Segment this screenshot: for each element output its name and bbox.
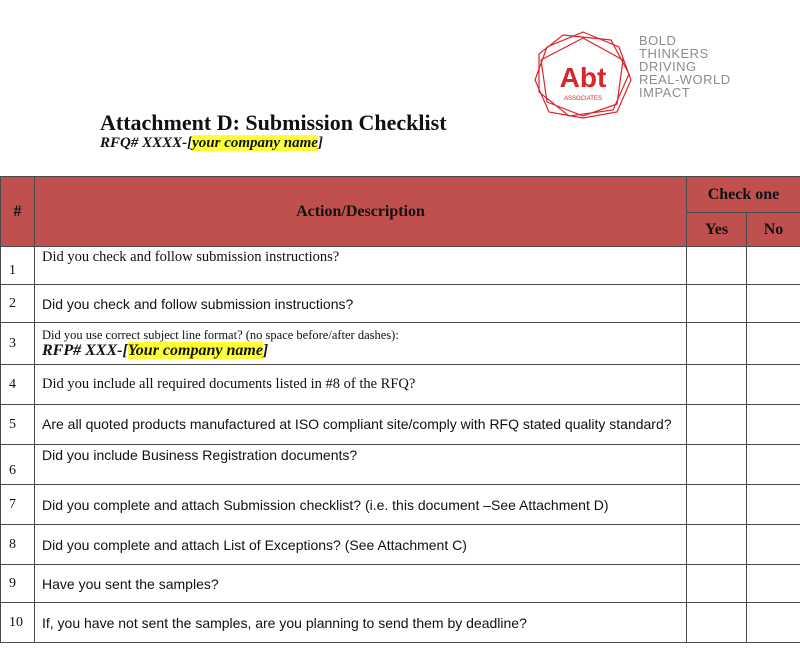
subtitle-prefix: RFQ# XXXX-[	[100, 135, 193, 151]
subtitle-highlight: your company name	[192, 135, 318, 151]
tagline-line: REAL-WORLD	[639, 72, 731, 87]
table-row	[1, 365, 800, 405]
no-checkbox-cell[interactable]	[747, 603, 800, 643]
row-description: If, you have not sent the samples, are you planning to send them by deadline?	[35, 603, 687, 643]
row-description: Did you complete and attach List of Exceptions? (See Attachment C)	[35, 525, 687, 565]
no-checkbox-cell[interactable]	[747, 247, 800, 285]
tagline-line: BOLD	[639, 33, 677, 48]
row-description: Did you include Business Registration documents?	[35, 445, 687, 485]
tagline-line: DRIVING	[639, 59, 697, 74]
no-checkbox-cell[interactable]	[747, 285, 800, 323]
column-header-no: No	[747, 213, 800, 247]
row-number: 8	[1, 525, 35, 565]
abt-logo	[533, 30, 633, 120]
no-checkbox-cell[interactable]	[747, 485, 800, 525]
yes-checkbox-cell[interactable]	[687, 405, 747, 445]
yes-checkbox-cell[interactable]	[687, 445, 747, 485]
row-number: 10	[1, 603, 35, 643]
no-checkbox-cell[interactable]	[747, 565, 800, 603]
table-row	[1, 247, 800, 285]
row-description: Have you sent the samples?	[35, 565, 687, 603]
table-row	[1, 285, 800, 323]
row-number: 6	[1, 445, 35, 485]
column-header-yes: Yes	[687, 213, 747, 247]
logo-tagline	[639, 34, 731, 99]
row-description: Did you include all required documents listed in #8 of the RFQ?	[35, 365, 687, 405]
no-checkbox-cell[interactable]	[747, 445, 800, 485]
table-row	[1, 445, 800, 485]
table-row	[1, 323, 800, 365]
rfp-prefix: RFP# XXX-[	[42, 341, 128, 359]
row-number: 2	[1, 285, 35, 323]
row-number: 4	[1, 365, 35, 405]
column-header-check-one: Check one	[687, 177, 800, 213]
yes-checkbox-cell[interactable]	[687, 365, 747, 405]
table-row	[1, 603, 800, 643]
row-description-text: Did you use correct subject line format? (no space before/after dashes):	[42, 327, 399, 342]
column-header-description: Action/Description	[35, 177, 687, 247]
no-checkbox-cell[interactable]	[747, 365, 800, 405]
row-description: Did you check and follow submission instructions?	[35, 247, 687, 285]
yes-checkbox-cell[interactable]	[687, 247, 747, 285]
no-checkbox-cell[interactable]	[747, 405, 800, 445]
column-header-number: #	[1, 177, 35, 247]
page-subtitle	[100, 135, 323, 152]
logo-wordmark: Abt	[559, 62, 607, 93]
rfp-highlight: Your company name	[127, 341, 263, 359]
page-title: Attachment D: Submission Checklist	[100, 110, 447, 135]
yes-checkbox-cell[interactable]	[687, 485, 747, 525]
row-number: 5	[1, 405, 35, 445]
no-checkbox-cell[interactable]	[747, 323, 800, 365]
subject-line-format	[42, 342, 686, 360]
yes-checkbox-cell[interactable]	[687, 323, 747, 365]
row-description: Did you check and follow submission instructions?	[35, 285, 687, 323]
row-number: 9	[1, 565, 35, 603]
tagline-line: IMPACT	[639, 85, 691, 100]
no-checkbox-cell[interactable]	[747, 525, 800, 565]
row-description	[35, 323, 687, 365]
yes-checkbox-cell[interactable]	[687, 565, 747, 603]
yes-checkbox-cell[interactable]	[687, 525, 747, 565]
rfp-suffix: ]	[262, 341, 269, 359]
row-number: 1	[1, 247, 35, 285]
table-row	[1, 565, 800, 603]
table-row	[1, 525, 800, 565]
row-description: Did you complete and attach Submission checklist? (i.e. this document –See Attachment D)	[35, 485, 687, 525]
checklist-table	[0, 176, 800, 643]
table-row	[1, 485, 800, 525]
row-description: Are all quoted products manufactured at ISO compliant site/comply with RFQ stated quality standard?	[35, 405, 687, 445]
yes-checkbox-cell[interactable]	[687, 603, 747, 643]
row-number: 3	[1, 323, 35, 365]
logo-sub: ASSOCIATES	[564, 96, 602, 102]
tagline-line: THINKERS	[639, 46, 709, 61]
row-number: 7	[1, 485, 35, 525]
yes-checkbox-cell[interactable]	[687, 285, 747, 323]
table-row	[1, 405, 800, 445]
subtitle-suffix: ]	[317, 135, 323, 151]
